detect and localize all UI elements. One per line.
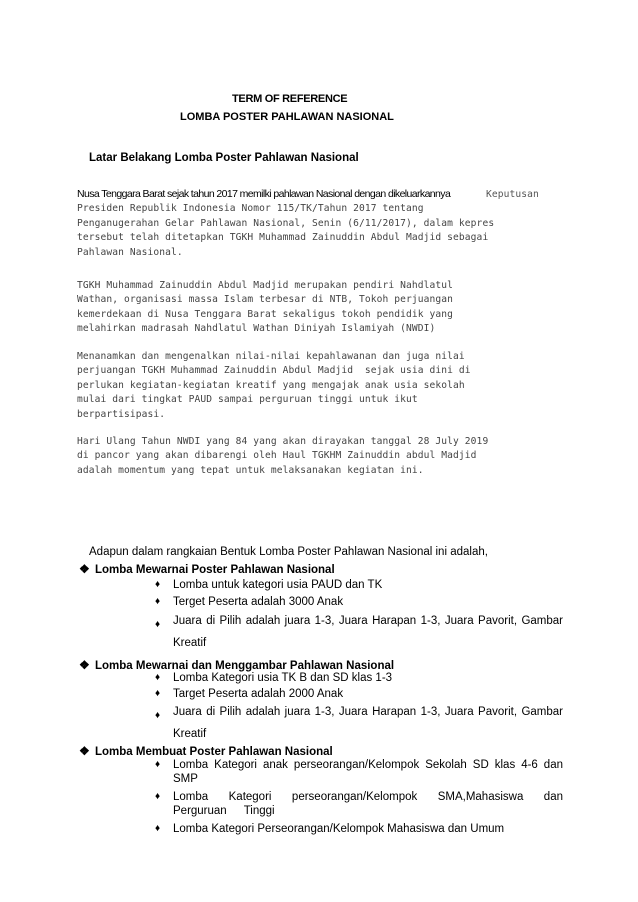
- list-item: [155, 790, 563, 818]
- competition-title: [79, 658, 394, 672]
- list-item: [155, 672, 563, 688]
- paragraph-4-line: di pancor yang akan dibarengi oleh Haul TGKHM Zainuddin abdul Madjid: [77, 450, 477, 462]
- competition-items: [155, 579, 563, 654]
- list-item-text: Lomba Kategori perseorangan/Kelompok SMA,Mahasiswa dan Perguruan Tinggi: [173, 791, 563, 817]
- document-subtitle: LOMBA POSTER PAHLAWAN NASIONAL: [180, 111, 394, 123]
- competition-title-text: Lomba Mewarnai Poster Pahlawan Nasional: [95, 564, 335, 576]
- paragraph-3-line: perlukan kegiatan-kegiatan kreatif yang mengajak anak usia sekolah: [77, 379, 465, 391]
- list-item: [155, 701, 563, 745]
- diamond-bullet-icon: ♦: [155, 791, 161, 802]
- paragraph-4-line: Hari Ulang Tahun NWDI yang 84 yang akan dirayakan tanggal 28 July 2019: [77, 436, 489, 447]
- paragraph-1: [77, 188, 577, 260]
- paragraph-2-line: kemerdekaan di Nusa Tenggara Barat sekaligus tokoh pendidik yang: [77, 308, 454, 320]
- list-item-text: Juara di Pilih adalah juara 1-3, Juara Harapan 1-3, Juara Pavorit, Gambar Kreatif: [173, 706, 563, 740]
- paragraph-2-line: Wathan, organisasi massa Islam terbesar di NTB, Tokoh perjuangan: [77, 294, 454, 306]
- paragraph-3-line: Menanamkan dan mengenalkan nilai-nilai kepahlawanan dan juga nilai: [77, 351, 465, 362]
- paragraph-1-line: Presiden Republik Indonesia Nomor 115/TK/Tahun 2017 tentang: [77, 203, 424, 215]
- competition-title-text: Lomba Membuat Poster Pahlawan Nasional: [95, 746, 333, 758]
- list-item: [155, 579, 563, 596]
- list-item-text: Lomba Kategori anak perseorangan/Kelompok Sekolah SD klas 4-6 dan SMP: [173, 759, 563, 785]
- competition-items: [155, 672, 563, 745]
- section-heading: Latar Belakang Lomba Poster Pahlawan Nasional: [89, 152, 359, 164]
- list-item: [155, 822, 563, 836]
- list-item: [155, 610, 563, 654]
- list-item-text: Terget Peserta adalah 3000 Anak: [173, 596, 344, 608]
- competition-title: [79, 744, 333, 758]
- diamond-bullet-icon: ♦: [155, 619, 161, 630]
- list-item-text: Lomba untuk kategori usia PAUD dan TK: [173, 579, 383, 591]
- paragraph-4: [77, 435, 577, 478]
- competition-title: [79, 562, 335, 576]
- list-item-text: Lomba Kategori Perseorangan/Kelompok Mahasiswa dan Umum: [173, 823, 505, 835]
- diamond-bullet-icon: ♦: [155, 759, 161, 770]
- paragraph-3: [77, 350, 577, 422]
- paragraph-1-line: Keputusan: [486, 189, 539, 200]
- paragraph-3-line: berpartisipasi.: [77, 408, 166, 420]
- paragraph-1-line: Penganugerahan Gelar Pahlawan Nasional, Senin (6/11/2017), dalam kepres: [77, 217, 495, 229]
- paragraph-2-line: TGKH Muhammad Zainuddin Abdul Madjid merupakan pendiri Nahdlatul: [77, 280, 454, 291]
- diamond-bullet-icon: ♦: [155, 672, 161, 683]
- diamond-bullet-icon: ♦: [155, 710, 161, 721]
- paragraph-1-line: Pahlawan Nasional.: [77, 246, 183, 258]
- four-diamond-bullet-icon: ❖: [79, 744, 90, 758]
- paragraph-2-line: melahirkan madrasah Nahdlatul Wathan Diniyah Islamiyah (NWDI): [77, 323, 436, 335]
- diamond-bullet-icon: ♦: [155, 823, 161, 834]
- paragraph-1-line: tersebut telah ditetapkan TGKH Muhammad Zainuddin Abdul Madjid sebagai: [77, 232, 489, 244]
- paragraph-3-line: perjuangan TGKH Muhammad Zainuddin Abdul Madjid sejak usia dini di: [77, 365, 471, 377]
- four-diamond-bullet-icon: ❖: [79, 658, 90, 672]
- paragraph-4-line: adalah momentum yang tepat untuk melaksanakan kegiatan ini.: [77, 464, 424, 476]
- diamond-bullet-icon: ♦: [155, 579, 161, 590]
- list-item-text: Target Peserta adalah 2000 Anak: [173, 688, 344, 700]
- list-item-text: Juara di Pilih adalah juara 1-3, Juara Harapan 1-3, Juara Pavorit, Gambar Kreatif: [173, 615, 563, 649]
- diamond-bullet-icon: ♦: [155, 596, 161, 607]
- four-diamond-bullet-icon: ❖: [79, 562, 90, 576]
- competition-items: [155, 758, 563, 836]
- intro-sentence: Adapun dalam rangkaian Bentuk Lomba Poster Pahlawan Nasional ini adalah,: [89, 546, 488, 558]
- competition-title-text: Lomba Mewarnai dan Menggambar Pahlawan Nasional: [95, 660, 395, 672]
- paragraph-2: [77, 279, 577, 337]
- paragraph-1-lead: Nusa Tenggara Barat sejak tahun 2017 memilki pahlawan Nasional dengan dikeluarkannya: [77, 188, 451, 200]
- list-item-text: Lomba Kategori usia TK B dan SD klas 1-3: [173, 672, 393, 684]
- diamond-bullet-icon: ♦: [155, 688, 161, 699]
- paragraph-3-line: mulai dari tingkat PAUD sampai perguruan tinggi untuk ikut: [77, 394, 418, 406]
- list-item: [155, 758, 563, 786]
- document-title: TERM OF REFERENCE: [232, 93, 348, 105]
